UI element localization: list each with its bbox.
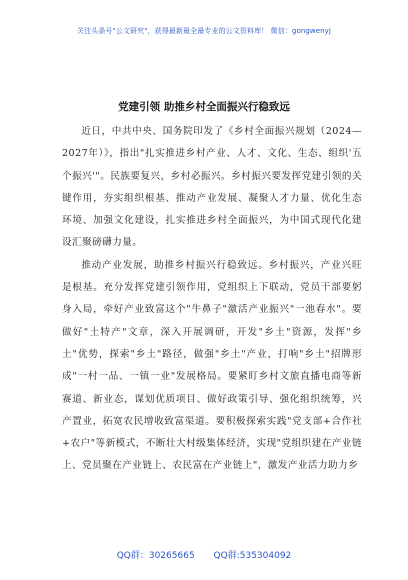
qq-group-1: QQ群：30265665 [116, 551, 195, 561]
qq-group-2: QQ群:535304092 [213, 551, 292, 561]
document-body [62, 121, 362, 478]
paragraph-intro: 近日，中共中央、国务院印发了《乡村全面振兴规划（2024—2027年）》，指出"扎实推进乡村产业、人才、文化、生态、组织'五个振兴'"。民族要复兴，乡村必振兴。乡村振兴要发挥党建引领的关键作用，夯实组织根基、推动产业发展、凝聚人才力量、优化生态环境、加强文化建设，扎实推进乡村全面振兴，为中国式现代化建设汇聚磅礴力量。 [62, 126, 362, 249]
footer-contact [0, 548, 408, 561]
document-title: 党建引领 助推乡村全面振兴行稳致远 [118, 101, 290, 113]
header-note: 关注头条号"公文研究"，获得最新最全最专业的公文资料库！ 微信：gongwenyj [77, 27, 331, 35]
paragraph-industry: 推动产业发展，助推乡村振兴行稳致远。乡村振兴，产业兴旺是根基。充分发挥党建引领作用，党组织上下联动，党员干部要躬身入局，牵好产业致富这个"牛鼻子"激活产业振兴"一池春水"。要做好"土特产"文章，深入开展调研，开发"乡土"资源，发挥"乡土"优势，探索"乡土"路径，做强"乡土"产业，打响"乡土"招牌形成"一村一品、一镇一业"发展格局。要紧盯乡村文旅直播电商等新赛道、新业态，谋划优质项目、做好政策引导、强化组织统筹，兴产置业，拓宽农民增收致富渠道。要积极探索实践"党支部+合作社+农户"等新模式，不断壮大村级集体经济，实现"党组织建在产业链上、党员聚在产业链上、农民富在产业链上"，激发产业活力助力乡 [62, 259, 362, 472]
